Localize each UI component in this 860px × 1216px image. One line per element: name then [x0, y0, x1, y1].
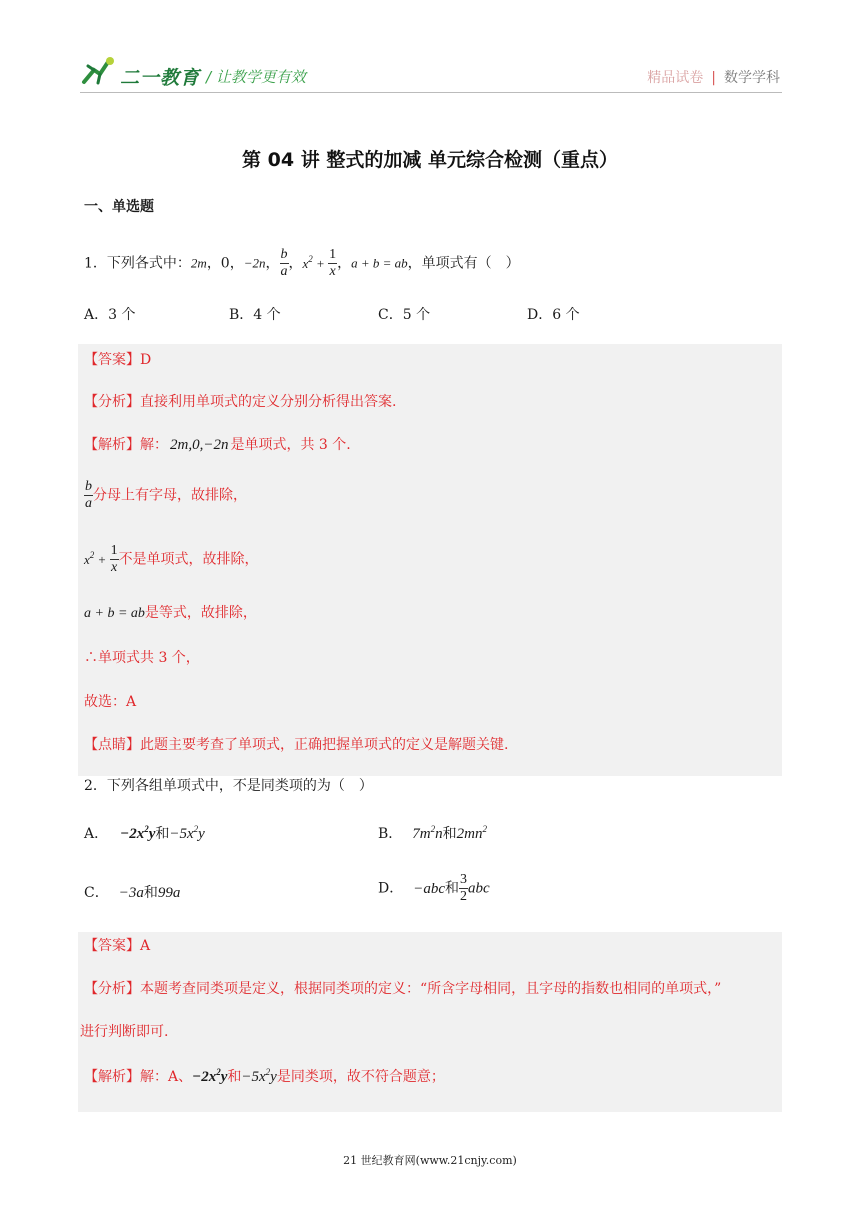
comment-1-tag: 【点睛】	[84, 737, 140, 753]
option-c-and: 和	[143, 885, 158, 901]
analysis-2	[84, 978, 721, 998]
header-label-subject: 数学学科	[724, 70, 780, 86]
answer-2: 【答案】A	[84, 938, 151, 954]
question-1-option-b[interactable]: B．4 个	[229, 307, 281, 323]
question-2-option-a[interactable]: A． $-2x^2y$和$-5x^2y$	[84, 824, 205, 842]
solution-1-line-3: $x^2$ + $\frac{1}{x}$ 不是单项式，故排除，	[84, 543, 259, 575]
option-a-and: 和	[155, 826, 170, 842]
page-title: 第 04 讲 整式的加减 单元综合检测（重点）	[242, 149, 618, 171]
question-2-stem: 2．下列各组单项式中，不是同类项的为（ ）	[84, 778, 373, 794]
analysis-2-tag: 【分析】	[84, 981, 140, 997]
solution-2-tag: 【解析】	[84, 1069, 140, 1085]
comment-1-text: 此题主要考查了单项式，正确把握单项式的定义是解题关键.	[140, 737, 509, 753]
solution-2-and: 和	[227, 1069, 242, 1085]
answer-1: 【答案】D	[84, 352, 152, 368]
solution-2-lead: 解：A、	[140, 1069, 193, 1085]
question-2-option-d[interactable]: D． −abc和 $\frac{3}{2}$ abc	[378, 872, 490, 904]
analysis-2-line-2: 进行判断即可.	[80, 1024, 169, 1040]
option-b-label: B．	[378, 826, 403, 842]
analysis-2-text-1: 本题考查同类项是定义，根据同类项的定义：“所含字母相同，且字母的指数也相同的单项式，”	[140, 981, 722, 997]
option-b-and: 和	[442, 826, 457, 842]
question-2-option-c[interactable]: C． −3a和99a	[84, 885, 181, 901]
section-heading: 一、单选题	[84, 199, 154, 215]
solution-2: 【解析】解：A、$-2x^2y$和$-5x^2y$是同类项，故不符合题意；	[84, 1067, 445, 1085]
footer: 21 世纪教育网(www.21cnjy.com)	[343, 1154, 517, 1167]
header-rule	[80, 92, 782, 93]
question-1-option-d[interactable]: D．6 个	[527, 307, 580, 323]
option-d-label: D．	[378, 880, 404, 897]
question-2-option-b[interactable]: B． $7m^2n$和$2mn^2$	[378, 824, 487, 842]
solution-1-text-4: 是等式，故排除，	[144, 605, 257, 621]
solution-1-line-2: $\frac{b}{a}$ 分母上有字母，故排除，	[85, 479, 247, 511]
header-label-quality: 精品试卷	[647, 70, 704, 86]
question-1-suffix: ，单项式有（ ）	[407, 255, 520, 272]
question-1-prefix: 1．下列各式中：	[84, 255, 191, 272]
solution-1-tag: 【解析】	[84, 437, 140, 453]
solution-1-line-1: 【解析】解： 2m,0,−2n 是单项式，共 3 个.	[84, 437, 351, 453]
logo-text: 二一教育	[120, 67, 201, 89]
question-1-option-a[interactable]: A．3 个	[84, 307, 136, 323]
solution-1-line-6: 故选：A	[84, 694, 137, 710]
option-d-and: 和	[445, 880, 460, 897]
header-subject	[647, 67, 780, 87]
runner-logo-icon	[80, 56, 120, 86]
analysis-1	[84, 391, 396, 411]
solution-1-text-3: 不是单项式，故排除，	[118, 551, 259, 568]
solution-1-line-5: ∴单项式共 3 个，	[84, 650, 200, 666]
slogan: / 让教学更有效	[206, 68, 306, 86]
solution-2-tail: 是同类项，故不符合题意；	[276, 1069, 445, 1085]
comment-1	[84, 734, 508, 754]
solution-1-line-4: a + b = ab是等式，故排除，	[84, 605, 257, 621]
solution-1-text-2: 分母上有字母，故排除，	[93, 487, 247, 504]
question-1-stem: 1．下列各式中：2m，0，−2n， $\frac{b}{a}$ ，$x^2$ + $\frac{1}{x}$ ，a + b = ab，单项式有（ ）	[84, 247, 520, 279]
analysis-1-text: 直接利用单项式的定义分别分析得出答案.	[140, 394, 397, 410]
option-a-label: A．	[84, 826, 109, 842]
question-1-option-c[interactable]: C．5 个	[378, 307, 431, 323]
solution-1-text-1: 是单项式，共 3 个.	[230, 437, 351, 453]
header-separator: |	[711, 70, 716, 86]
option-c-label: C．	[84, 885, 109, 901]
header	[0, 0, 860, 100]
analysis-1-tag: 【分析】	[84, 394, 140, 410]
solution-1-lead: 解：	[140, 437, 168, 453]
